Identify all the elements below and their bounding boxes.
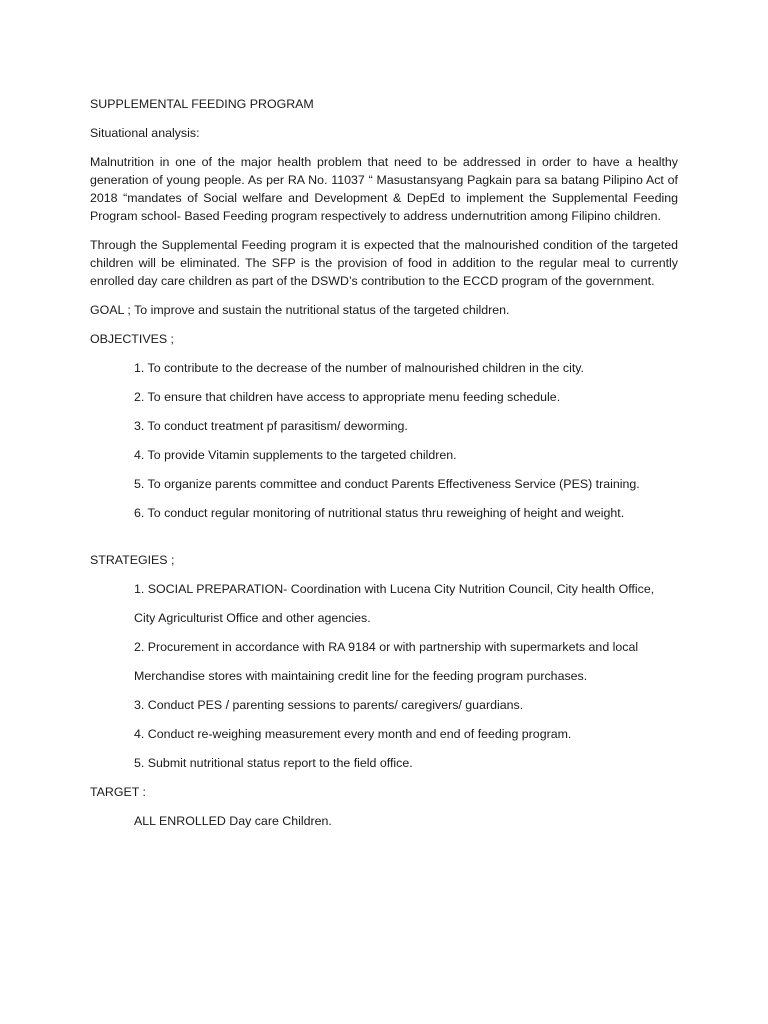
- strategy-line-4: Merchandise stores with maintaining credit line for the feeding program purchases.: [134, 669, 588, 683]
- objectives-heading: OBJECTIVES ;: [90, 332, 174, 346]
- situational-paragraph-2: Through the Supplemental Feeding program it is expected that the malnourished condition of the targeted children will be eliminated. The SFP is the provision of food in addition to the regular meal to currently enrolled day care children as part of the DSWD’s contribution to the ECCD program of the government.: [90, 238, 678, 288]
- strategies-heading: STRATEGIES ;: [90, 553, 175, 567]
- objective-item-2: 2. To ensure that children have access to appropriate menu feeding schedule.: [134, 390, 561, 404]
- strategy-line-2: City Agriculturist Office and other agencies.: [134, 611, 371, 625]
- document-body: [90, 95, 678, 830]
- goal-statement: GOAL ; To improve and sustain the nutritional status of the targeted children.: [90, 303, 510, 317]
- strategies-list: [90, 580, 678, 772]
- spacer: [90, 533, 678, 551]
- target-heading: TARGET :: [90, 785, 146, 799]
- document-title: SUPPLEMENTAL FEEDING PROGRAM: [90, 97, 314, 111]
- strategy-line-7: 5. Submit nutritional status report to the field office.: [134, 756, 413, 770]
- strategy-line-3: 2. Procurement in accordance with RA 9184 or with partnership with supermarkets and local: [134, 640, 639, 654]
- strategy-line-1: 1. SOCIAL PREPARATION- Coordination with Lucena City Nutrition Council, City health Office,: [134, 582, 655, 596]
- strategy-line-5: 3. Conduct PES / parenting sessions to parents/ caregivers/ guardians.: [134, 698, 524, 712]
- objective-item-3: 3. To conduct treatment pf parasitism/ deworming.: [134, 419, 408, 433]
- strategy-line-6: 4. Conduct re-weighing measurement every month and end of feeding program.: [134, 727, 572, 741]
- objective-item-1: 1. To contribute to the decrease of the number of malnourished children in the city.: [134, 361, 584, 375]
- situational-paragraph-1: Malnutrition in one of the major health problem that need to be addressed in order to have a healthy generation of young people. As per RA No. 11037 “ Masustansyang Pagkain para sa batang Pilipino Act of 2018 “mandates of Social welfare and Development & DepEd to implement the Supplemental Feeding Program school- Based Feeding program respectively to address undernutrition among Filipino children.: [90, 155, 678, 223]
- target-value: ALL ENROLLED Day care Children.: [134, 814, 332, 828]
- objective-item-5: 5. To organize parents committee and conduct Parents Effectiveness Service (PES) training.: [134, 477, 640, 491]
- objective-item-4: 4. To provide Vitamin supplements to the targeted children.: [134, 448, 457, 462]
- objectives-list: [90, 359, 678, 522]
- objective-item-6: 6. To conduct regular monitoring of nutritional status thru reweighing of height and weight.: [134, 506, 625, 520]
- situational-heading: Situational analysis:: [90, 126, 200, 140]
